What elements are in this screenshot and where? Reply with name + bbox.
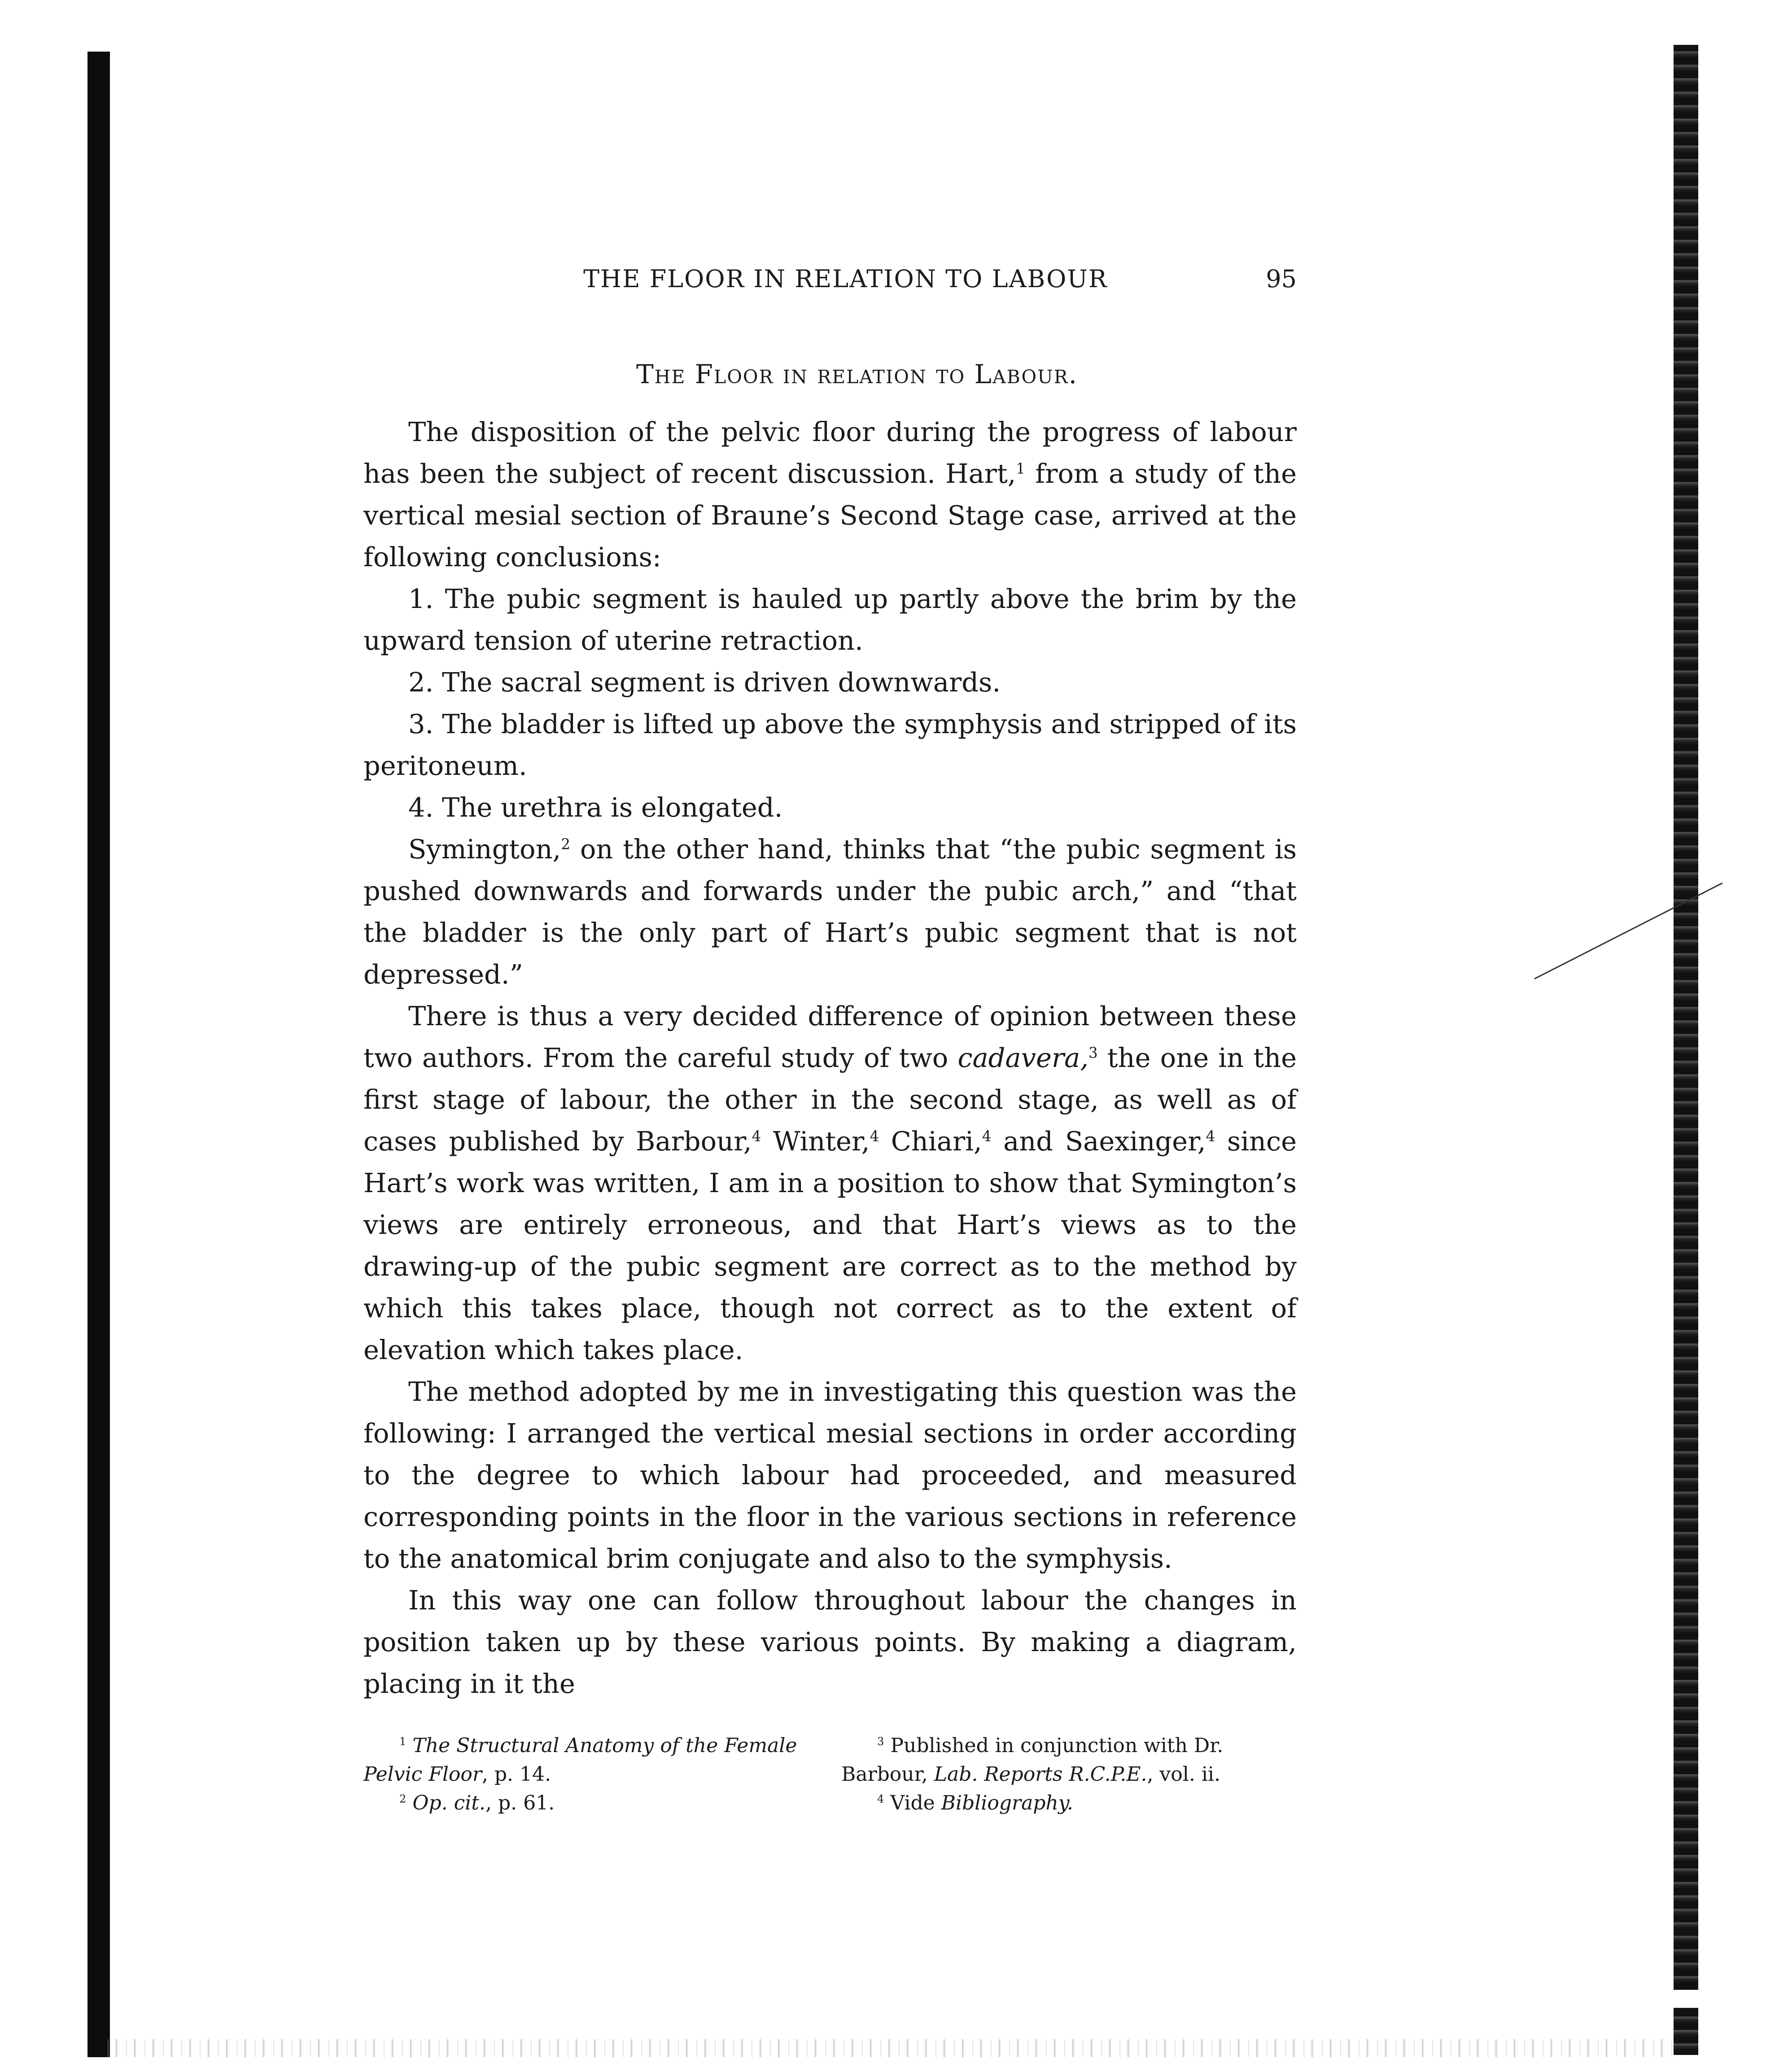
text-run: 3. The bladder is lifted up above the symphysis and stripped of its peritoneum. — [363, 708, 1297, 781]
footnotes — [363, 1731, 1297, 1818]
footnote-marker: 4 — [1206, 1128, 1215, 1145]
text-run — [406, 1792, 412, 1814]
text-run: , p. 14. — [481, 1763, 551, 1786]
page-number: 95 — [1266, 265, 1297, 293]
text-run: 1. The pubic segment is hauled up partly above the brim by the upward tension of uterine retraction. — [363, 583, 1297, 656]
text-run: Vide — [884, 1792, 941, 1814]
paragraph — [363, 995, 1297, 1371]
paragraph — [363, 1579, 1297, 1705]
footnote-marker: 3 — [1088, 1044, 1098, 1062]
text-run: the one in the first stage of labour, the other in the second stage, as well as of cases published by Barbour, — [363, 1042, 1297, 1157]
text-run: 4. The urethra is elongated. — [408, 792, 783, 823]
text-run: The disposition of the pelvic floor during the progress of labour has been the subject of recent discussion. Hart, — [363, 416, 1297, 489]
paragraph — [363, 411, 1297, 578]
paragraph — [363, 661, 1297, 703]
footnote-marker: 1 — [1016, 460, 1026, 477]
body-text — [363, 411, 1297, 1705]
text-run: In this way one can follow throughout labour the changes in position taken up by these various points. By making a diagram, placing in it the — [363, 1585, 1297, 1699]
text-run: Published in conjunction with Dr. Barbour, — [841, 1734, 1224, 1786]
footnotes-left-column — [363, 1731, 819, 1818]
paragraph — [363, 828, 1297, 995]
text-run: , p. 61. — [485, 1792, 555, 1814]
text-run: since Hart’s work was written, I am in a position to show that Symington’s views are entirely erroneous, and that Hart’s views as to the drawing-up of the pubic segment are correct as to the method by which this takes place, though not correct as to the extent of elevation which takes place. — [363, 1126, 1297, 1365]
paragraph — [363, 787, 1297, 828]
italic-text: Bibliography. — [941, 1792, 1073, 1814]
scan-speckle-bottom — [108, 2039, 1678, 2057]
text-run: 2. The sacral segment is driven downwards. — [408, 667, 1001, 698]
text-run: There is thus a very decided difference of opinion between these two authors. From the careful study of two — [363, 1001, 1297, 1073]
scan-margin-right — [1674, 45, 1698, 2055]
paragraph — [363, 578, 1297, 661]
footnote-marker: 4 — [752, 1128, 761, 1145]
text-run: Symington, — [408, 834, 561, 865]
italic-text: Lab. Reports R.C.P.E. — [934, 1763, 1147, 1786]
italic-text: Op. cit. — [412, 1792, 485, 1814]
scan-margin-right-gap — [1674, 1990, 1698, 2008]
paragraph — [363, 703, 1297, 787]
running-header — [363, 251, 1297, 292]
footnote — [363, 1789, 819, 1818]
footnote-marker: 1 — [399, 1735, 407, 1748]
text-run: on the other hand, thinks that “the pubic segment is pushed downwards and forwards under the pubic arch,” and “that the bladder is the only part of Hart’s pubic segment that is not depressed.” — [363, 834, 1297, 990]
paragraph — [363, 1371, 1297, 1579]
footnote-marker: 4 — [870, 1128, 879, 1145]
footnote-marker: 4 — [982, 1128, 992, 1145]
text-run: Chiari, — [879, 1126, 982, 1157]
book-page — [363, 251, 1297, 1818]
scan-margin-left — [87, 52, 110, 2057]
text-run: The method adopted by me in investigating this question was the following: I arranged the vertical mesial sections in order according to the degree to which labour had proceeded, and measured corresponding points in the floor in the various sections in reference to the anatomical brim conjugate and also to the symphysis. — [363, 1376, 1297, 1574]
footnote — [841, 1789, 1297, 1818]
footnote — [363, 1731, 819, 1789]
text-run: from a study of the vertical mesial section of Braune’s Second Stage case, arrived at the following conclusions: — [363, 458, 1297, 573]
italic-text: The Structural Anatomy of the Female Pelvic Floor — [363, 1734, 797, 1786]
italic-text: cadavera, — [957, 1042, 1088, 1073]
footnotes-right-column — [841, 1731, 1297, 1818]
footnote — [841, 1731, 1297, 1789]
text-run: and Saexinger, — [991, 1126, 1206, 1157]
text-run: , vol. ii. — [1147, 1763, 1220, 1786]
footnote-marker: 2 — [399, 1792, 407, 1805]
running-title: THE FLOOR IN RELATION TO LABOUR — [583, 265, 1108, 293]
text-run: Winter, — [761, 1126, 870, 1157]
section-title: The Floor in relation to Labour. — [636, 359, 1078, 389]
footnote-marker: 4 — [877, 1792, 884, 1805]
text-run — [406, 1734, 412, 1757]
footnote-marker: 3 — [877, 1735, 884, 1748]
footnote-marker: 2 — [561, 835, 570, 853]
